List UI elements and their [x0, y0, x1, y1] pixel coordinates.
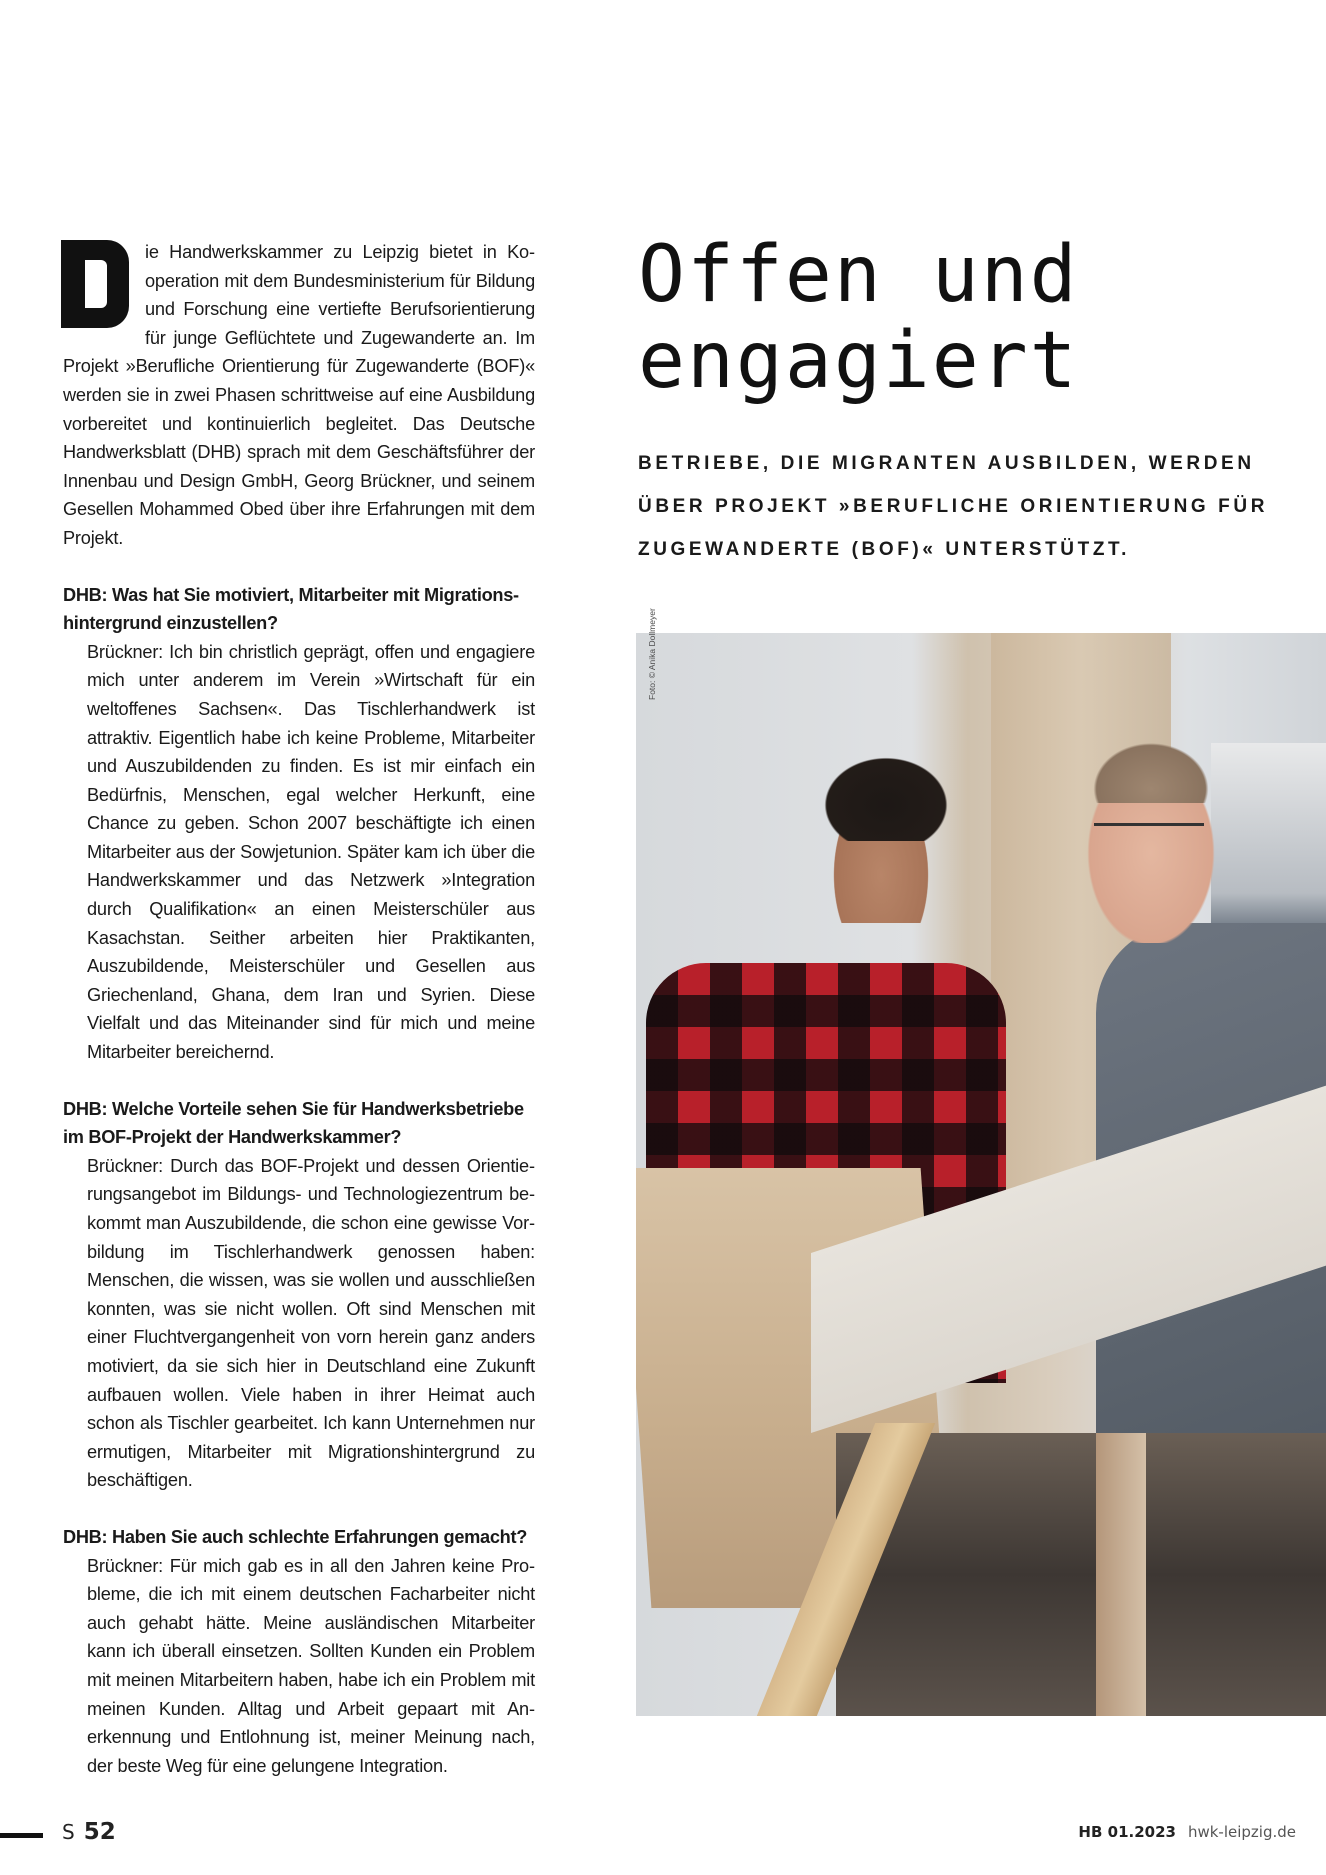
headline-line-1: Offen und [638, 230, 1079, 320]
article-intro [63, 238, 535, 553]
photo-glasses [1094, 823, 1204, 860]
interview-question-1: DHB: Was hat Sie motiviert, Mitarbeiter mit Migrationshintergrund einzustellen? [63, 584, 520, 634]
photo-person-owner-hair [1081, 733, 1221, 803]
dropcap [61, 240, 129, 328]
interview-answer-3: Brückner: Für mich gab es in all den Jahren keine Probleme, die ich mit einem deutschen Facharbeiter nicht auch gehabt hätte. Meine ausländischen Mitarbeiter kann ich überall einsetzen. Sollten Kunden ein Problem mit meinen Mitarbeitern haben, habe ich ein Problem mit meinen Kunden. Alltag und Arbeit gepaart mit Anerkennung und Entlohnung ist, meiner Meinung nach, der beste Weg für eine gelungene Integration. [87, 1555, 535, 1776]
interview-question-3: DHB: Haben Sie auch schlechte Erfahrungen gemacht? [63, 1526, 528, 1547]
footer-issue-info [1078, 1823, 1296, 1841]
page-prefix: S [62, 1820, 75, 1844]
interview-answer-2: Brückner: Durch das BOF-Projekt und dessen Orientierungsangebot im Bildungs- und Technologiezentrum bekommt man Auszubildende, die schon eine gewisse Vorbildung im Tischlerhandwerk genossen haben: Menschen, die wissen, was sie wollen und ausschließen konnten, was sie nicht wollen. Oft sind Menschen mit einer Fluchtvergangenheit von vorn herein ganz anders motiviert, da sie sich hier in Deutschland eine Zukunft aufbauen wollen. Viele haben in ihrer Heimat auch schon als Tischler gearbeitet. Ich kann Unternehmen nur ermutigen, Mitarbeiter mit Migrationshintergrund zu beschäftigen. [87, 1155, 535, 1491]
article-photo [636, 633, 1326, 1716]
photo-workbench-leg [1096, 1433, 1146, 1716]
issue-label: HB 01.2023 [1078, 1823, 1176, 1841]
interview-question-2: DHB: Welche Vorteile sehen Sie für Handwerksbetriebe im BOF-Projekt der Handwerkskammer? [63, 1098, 524, 1148]
page-number-value: 52 [83, 1819, 116, 1845]
photo-credit: Foto: © Anika Dollmeyer [647, 608, 657, 700]
headline-line-2: engagiert [638, 316, 1079, 406]
photo-person-apprentice-hair [816, 751, 956, 841]
subheadline: BETRIEBE, DIE MIGRANTEN AUSBILDEN, WERDEN ÜBER PROJEKT »BERUFLICHE ORIENTIERUNG FÜR ZUGEWANDERTE (BOF)« UNTERSTÜTZT. [638, 453, 1269, 560]
intro-text: ie Handwerkskammer zu Leipzig bietet in Kooperation mit dem Bundesministerium für Bildung und Forschung eine vertiefte Berufsorientierung für junge Geflüchtete und Zugewanderte an. Im Projekt »Berufliche Orientierung für Zugewanderte (BOF)« werden sie in zwei Phasen schrittweise auf eine Ausbildung vorbereitet und kontinuierlich begleitet. Das Deutsche Handwerksblatt (DHB) sprach mit dem Geschäftsführer der Innenbau und Design GmbH, Georg Brückner, und seinem Gesellen Mohammed Obed über ihre Erfahrungen mit dem Projekt. [63, 242, 535, 548]
interview-answer-1: Brückner: Ich bin christlich geprägt, offen und engagiere mich unter anderem im Verein »Wirtschaft für ein weltoffenes Sachsen«. Das Tischlerhandwerk ist attraktiv. Eigentlich habe ich keine Probleme, Mitarbeiter und Auszubildenden zu finden. Es ist mir einfach ein Bedürfnis, Menschen, egal welcher Herkunft, eine Chance zu geben. Schon 2007 beschäftigte ich einen Mitarbeiter aus der Sowjetunion. Später kam ich über die Handwerkskammer und das Netzwerk »Integration durch Qualifikation« an einen Meisterschüler aus Kasachstan. Seither arbeiten hier Praktikanten, Auszubildende, Meisterschüler und Gesellen aus Griechenland, Ghana, dem Iran und Syrien. Diese Vielfalt und das Miteinander sind für mich und meine Mitarbeiter bereichernd. [87, 641, 535, 1063]
page-number [62, 1819, 116, 1845]
article-body [63, 238, 535, 1780]
headline [638, 232, 1278, 404]
footer-rule [0, 1833, 43, 1838]
website-link[interactable]: hwk-leipzig.de [1187, 1823, 1296, 1841]
